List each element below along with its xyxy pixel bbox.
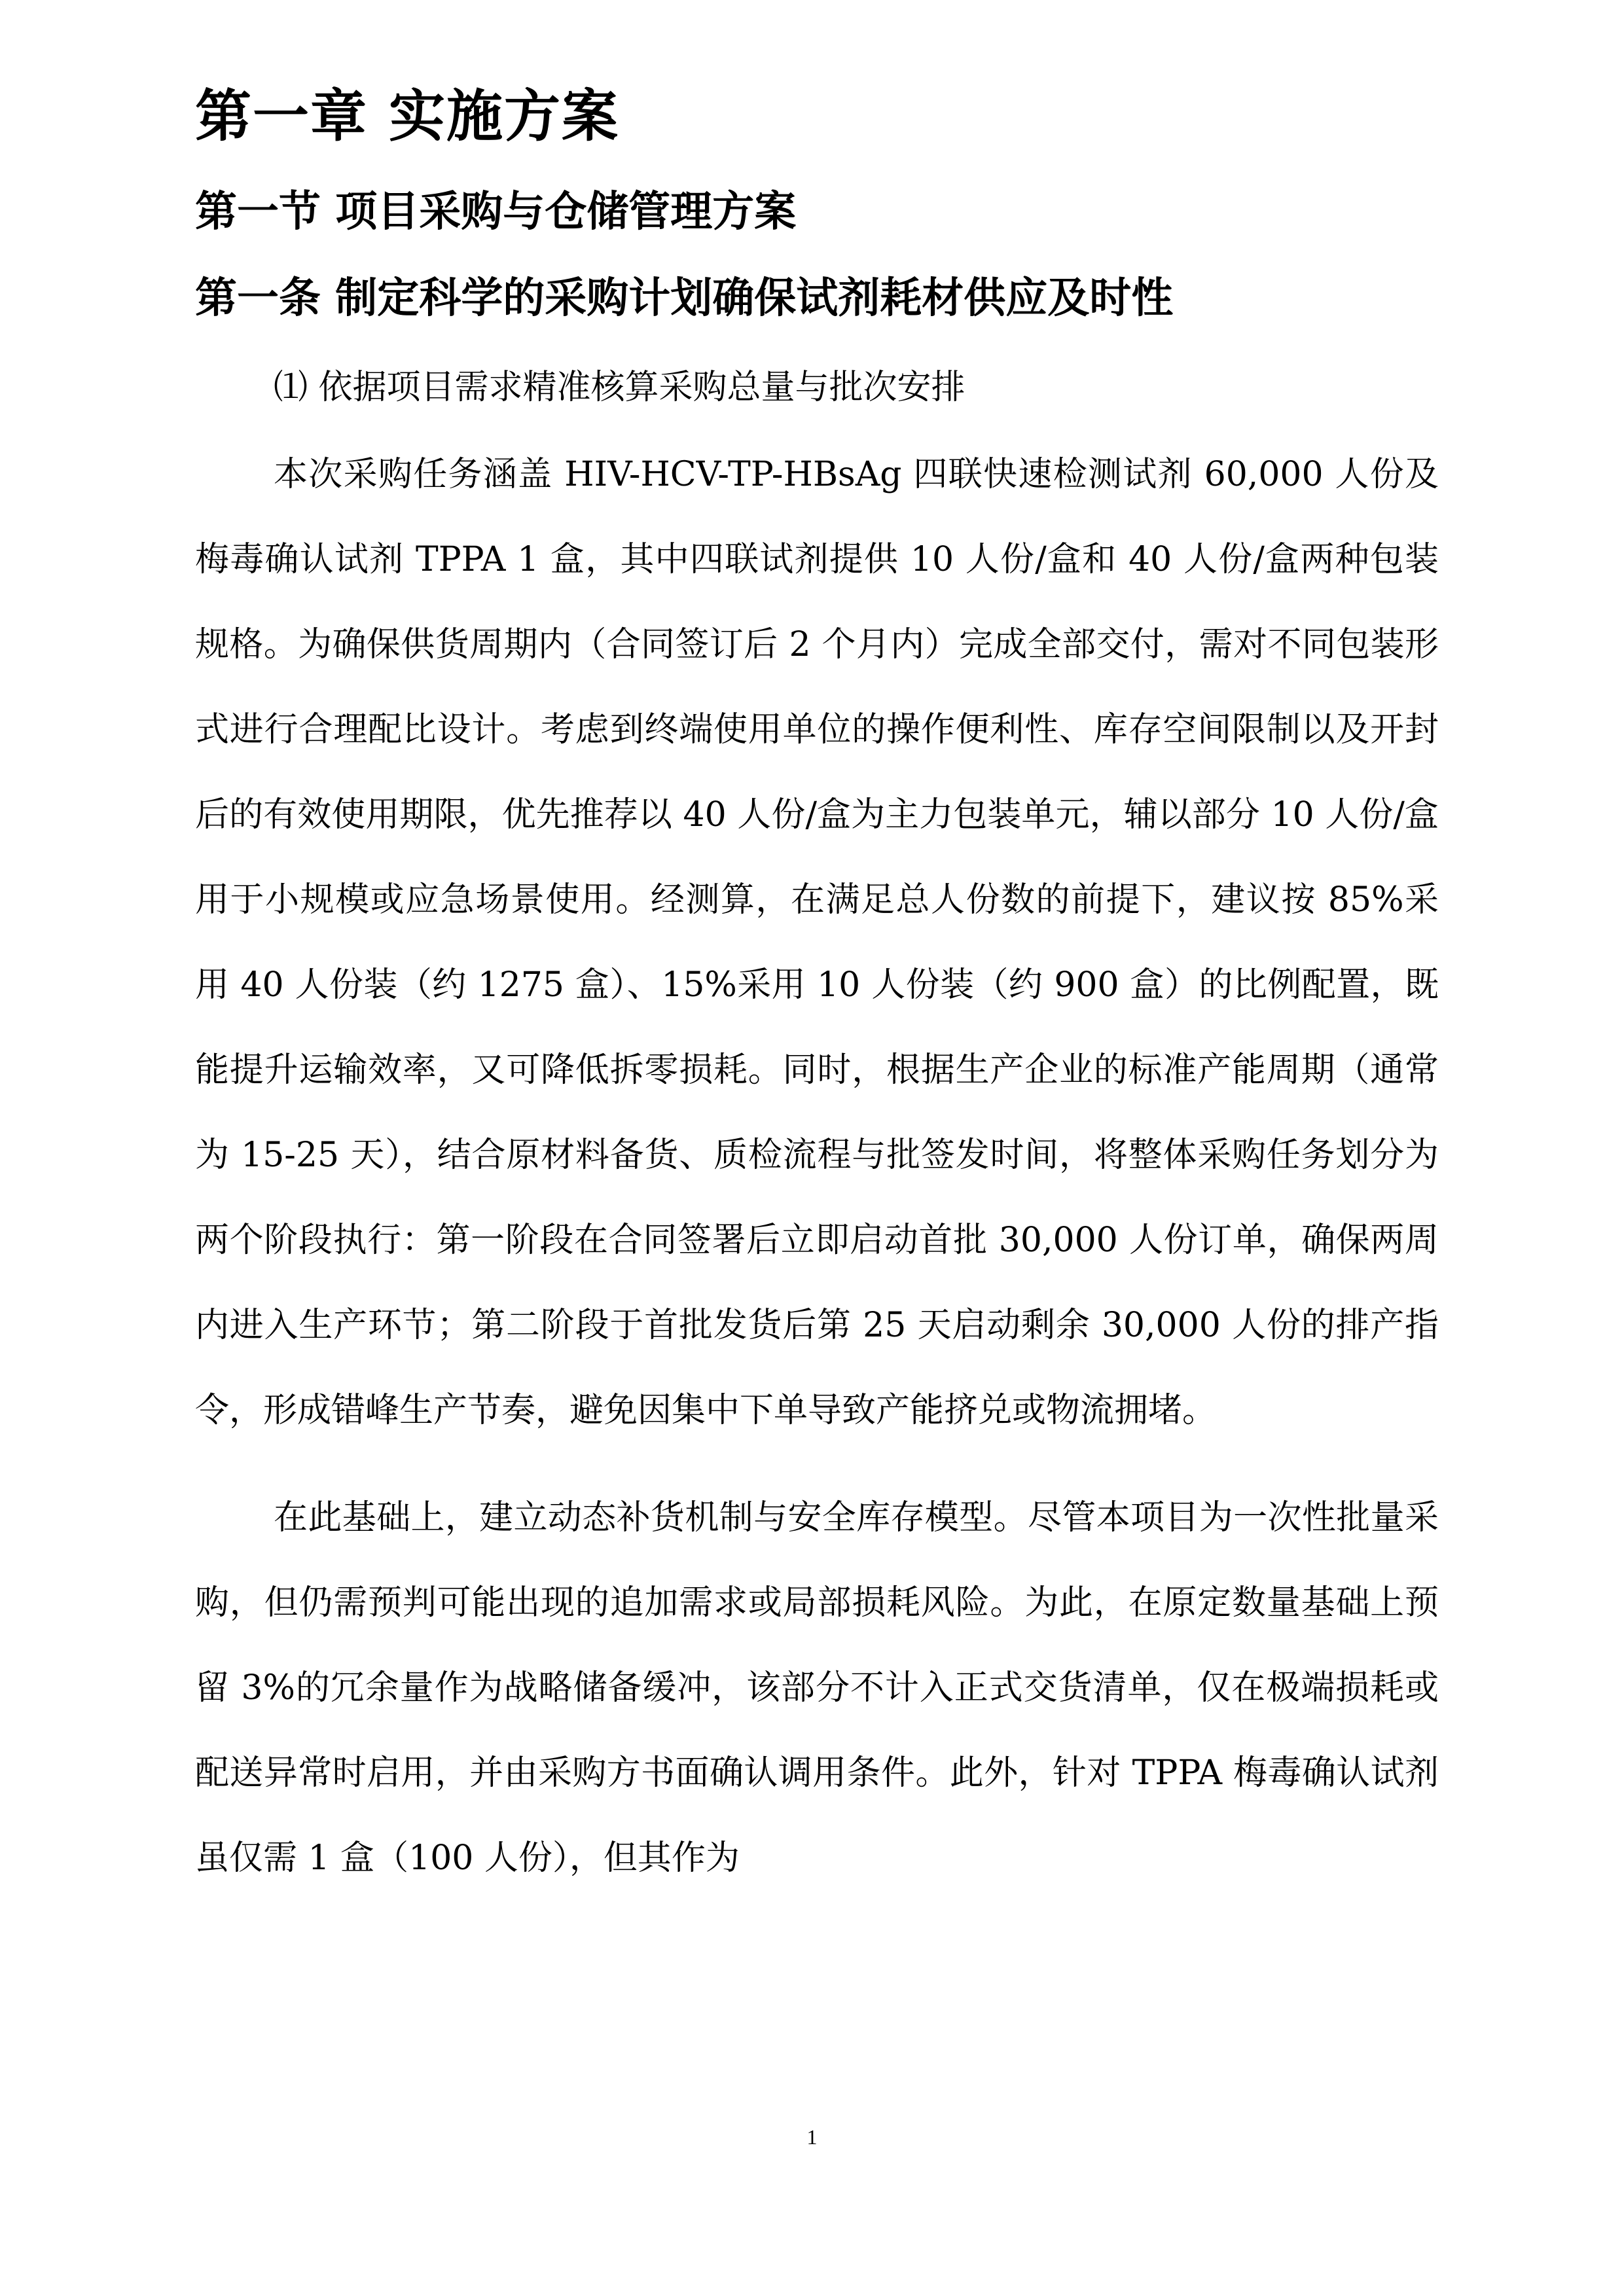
chapter-title: 第一章 实施方案: [195, 84, 619, 149]
page-content: [195, 77, 1439, 1901]
body-paragraph: 在此基础上，建立动态补货机制与安全库存模型。尽管本项目为一次性批量采购，但仍需预判可能出现的追加需求或局部损耗风险。为此，在原定数量基础上预留 3%的冗余量作为战略储备缓冲，该部分不计入正式交货清单，仅在极端损耗或配送异常时启用，并由采购方书面确认调用条件。此外，针对 TPPA 梅毒确认试剂虽仅需 1 盒（100 人份），但其作为: [195, 1498, 1439, 1878]
body-paragraph: 本次采购任务涵盖 HIV-HCV-TP-HBsAg 四联快速检测试剂 60,000 人份及梅毒确认试剂 TPPA 1 盒，其中四联试剂提供 10 人份/盒和 40 人份/盒两种包装规格。为确保供货周期内（合同签订后 2 个月内）完成全部交付，需对不同包装形式进行合理配比设计。考虑到终端使用单位的操作便利性、库存空间限制以及开封后的有效使用期限，优先推荐以 40 人份/盒为主力包装单元，辅以部分 10 人份/盒用于小规模或应急场景使用。经测算，在满足总人份数的前提下，建议按 85%采用 40 人份装（约 1275 盒）、15%采用 10 人份装（约 900 盒）的比例配置，既能提升运输效率，又可降低拆零损耗。同时，根据生产企业的标准产能周期（通常为 15-25 天），结合原材料备货、质检流程与批签发时间，将整体采购任务划分为两个阶段执行：第一阶段在合同签署后立即启动首批 30,000 人份订单，确保两周内进入生产环节；第二阶段于首批发货后第 25 天启动剩余 30,000 人份的排产指令，形成错峰生产节奏，避免因集中下单导致产能挤兑或物流拥堵。: [195, 455, 1439, 1430]
subheading: ⑴ 依据项目需求精准核算采购总量与批次安排: [274, 368, 965, 407]
page-number: 1: [806, 2125, 818, 2149]
section-title: 第一节 项目采购与仓储管理方案: [195, 188, 797, 236]
article-title: 第一条 制定科学的采购计划确保试剂耗材供应及时性: [195, 274, 1174, 323]
